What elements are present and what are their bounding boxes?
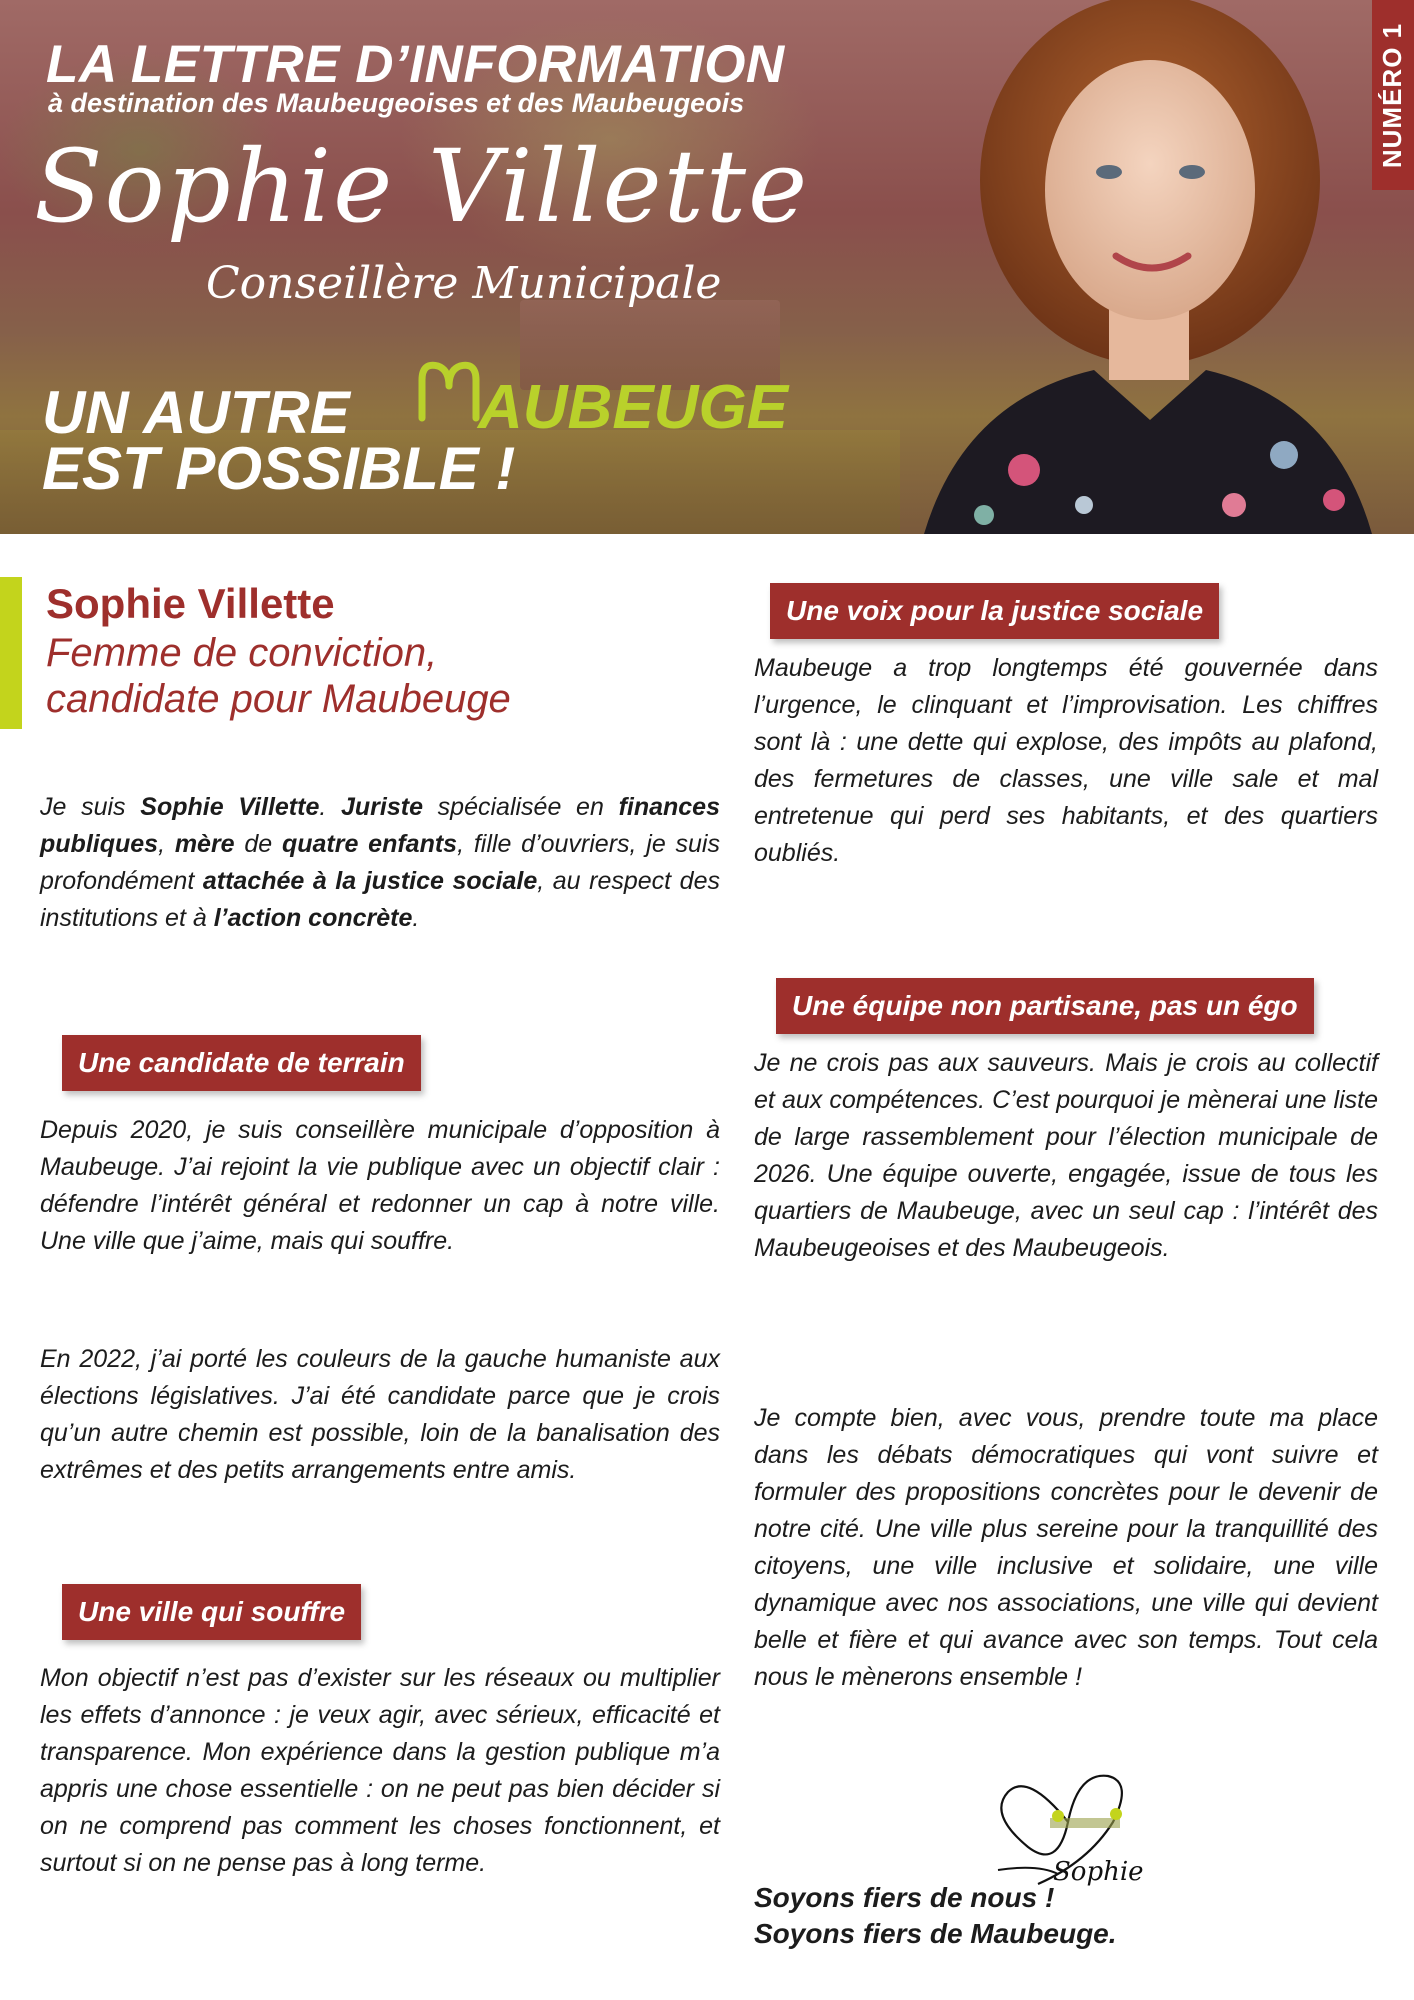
header-banner [0, 0, 1414, 534]
equipe-paragraph-1: Je ne crois pas aux sauveurs. Mais je crois au collectif et aux compétences. C’est pourquoi je mènerai une liste de large rassemblement pour l’élection municipale de 2026. Une équipe ouverte, engagée, issue de tous les quartiers de Maubeuge, avec un seul cap : l’intérêt des Maubeugeoises et des Maubeugeois. [754, 1049, 1378, 1262]
handwritten-signature [958, 1752, 1178, 1892]
slogan-city: AUBEUGE [478, 373, 789, 442]
intro-tagline [46, 630, 686, 722]
intro-tagline-line1: Femme de conviction, [46, 631, 438, 675]
closing-line-2: Soyons fiers de Maubeuge. [754, 1918, 1117, 1949]
intro-tagline-line2: candidate pour Maubeuge [46, 677, 511, 721]
newsletter-subtitle: à destination des Maubeugeoises et des Maubeugeois [48, 88, 745, 118]
section-heading-souffre: Une ville qui souffre [62, 1584, 361, 1640]
slogan-line-1: UN AUTRE [42, 379, 350, 446]
justice-paragraph: Maubeuge a trop longtemps été gouvernée dans l’urgence, le clinquant et l’improvisation. Les chiffres sont là : une dette qui explose, des impôts au plafond, des fermetures de classes, une ville sale et mal entretenue qui perd ses habitants, et des quartiers oubliés. [754, 654, 1378, 867]
candidate-role: Conseillère Municipale [206, 258, 722, 309]
terrain-paragraph-2: En 2022, j’ai porté les couleurs de la gauche humaniste aux élections législatives. J’ai été candidate parce que je crois qu’un autre chemin est possible, loin de la banalisation des extrêmes et des petits arrangements entre amis. [40, 1345, 720, 1484]
heart-m-logo-icon [414, 356, 484, 426]
section-heading-equipe: Une équipe non partisane, pas un égo [776, 978, 1314, 1034]
terrain-paragraph-1: Depuis 2020, je suis conseillère municipale d’opposition à Maubeuge. J’ai rejoint la vie publique avec un objectif clair : défendre l’intérêt général et redonner un cap à notre ville. Une ville que j’aime, mais qui souffre. [40, 1116, 720, 1255]
issue-badge: NUMÉRO 1 [1372, 0, 1414, 190]
equipe-paragraph-2: Je compte bien, avec vous, prendre toute ma place dans les débats démocratiques qui vont suivre et formuler des propositions concrètes pour le devenir de notre cité. Une ville plus sereine pour la tranquillité des citoyens, une ville inclusive et solidaire, une ville dynamique avec nos associations, une ville qui devient belle et fière et qui avance avec son temps. Tout cela nous le mènerons ensemble ! [754, 1404, 1378, 1691]
souffre-paragraph: Mon objectif n’est pas d’exister sur les réseaux ou multiplier les effets d’annonce : je veux agir, avec sérieux, efficacité et transparence. Mon expérience dans la gestion publique m’a appris une chose essentielle : on ne peut pas bien décider si on ne comprend pas comment les choses fonctionnent, et surtout si on ne pense pas à long terme. [40, 1664, 720, 1877]
section-heading-terrain: Une candidate de terrain [62, 1035, 421, 1091]
accent-bar [0, 577, 22, 729]
intro-paragraph: Je suis Sophie Villette. Juriste spécialisée en finances publiques, mère de quatre enfants, fille d’ouvriers, je suis profondément attachée à la justice sociale, au respect des institutions et à l’action concrète. [40, 793, 720, 932]
svg-text:Sophie: Sophie [1053, 1857, 1144, 1887]
section-heading-justice: Une voix pour la justice sociale [770, 583, 1219, 639]
intro-name: Sophie Villette [46, 580, 335, 627]
candidate-portrait [904, 0, 1372, 534]
candidate-name-script: Sophie Villette [34, 128, 810, 245]
slogan-line-2: EST POSSIBLE ! [42, 435, 516, 502]
closing-message [754, 1880, 1117, 1952]
closing-line-1: Soyons fiers de nous ! [754, 1882, 1055, 1913]
newsletter-title: LA LETTRE D’INFORMATION [46, 35, 785, 94]
